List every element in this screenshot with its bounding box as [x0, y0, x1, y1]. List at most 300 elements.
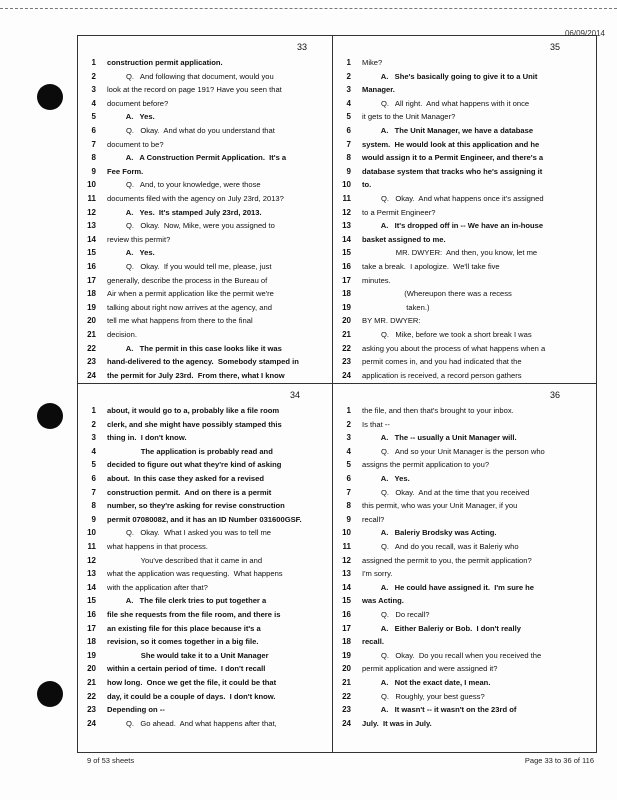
line-text: A. Baleriy Brodsky was Acting. [362, 528, 497, 538]
line-number: 16 [87, 610, 96, 619]
line-text: Q. And do you recall, was it Baleriy who [362, 542, 519, 551]
line-number: 12 [87, 207, 96, 217]
line-text: document before? [107, 98, 169, 108]
line-text: She would take it to a Unit Manager [107, 650, 269, 660]
line-number: 21 [87, 678, 96, 687]
line-number: 12 [87, 555, 96, 565]
transcript-line [81, 56, 336, 69]
line-number: 3 [91, 85, 96, 95]
transcript-line [336, 649, 591, 662]
line-number: 17 [87, 275, 96, 285]
transcript-page [81, 36, 336, 384]
line-text: what the application was requesting. What happens [107, 569, 283, 579]
line-number: 18 [342, 637, 351, 647]
transcript-line [81, 97, 336, 110]
line-text: construction permit. And on there is a permit [107, 487, 272, 497]
line-text: review this permit? [107, 234, 171, 244]
transcript-line [336, 301, 591, 314]
line-text: A. Yes. It's stamped July 23rd, 2013. [107, 207, 262, 217]
line-number: 22 [342, 691, 351, 701]
line-number: 13 [342, 569, 351, 579]
line-number: 4 [91, 446, 96, 456]
line-number: 9 [91, 166, 96, 176]
line-number: 5 [346, 460, 351, 470]
line-number: 6 [346, 126, 351, 135]
line-text: MR. DWYER: And then, you know, let me [362, 248, 538, 258]
transcript-line [81, 342, 336, 355]
transcript-line [81, 635, 336, 648]
line-text: decision. [107, 330, 137, 339]
line-text: Q. Do recall? [362, 610, 430, 619]
line-text: Manager. [362, 85, 395, 95]
transcript-line [336, 676, 591, 689]
line-number: 7 [346, 487, 351, 497]
line-text: A. It's dropped off in -- We have an in-house [362, 221, 544, 231]
transcript-line [336, 635, 591, 648]
page-number: 33 [297, 42, 308, 52]
line-number: 23 [342, 357, 351, 367]
line-number: 2 [346, 71, 351, 81]
line-text: (Whereupon there was a recess [362, 289, 512, 299]
transcript-line [336, 165, 591, 178]
transcript-line [81, 246, 336, 259]
line-text: about. In this case they asked for a revised [107, 474, 264, 483]
transcript-line [81, 287, 336, 300]
line-number: 6 [91, 474, 96, 483]
line-number: 8 [346, 153, 351, 163]
transcript-line [336, 690, 591, 703]
page-number: 35 [550, 42, 561, 52]
transcript-line [336, 662, 591, 675]
transcript-line [81, 192, 336, 205]
line-text: look at the record on page 191? Have you seen that [107, 85, 282, 95]
line-text: was Acting. [362, 596, 404, 606]
transcript-line [81, 649, 336, 662]
line-text: Q. And following that document, would you [107, 71, 274, 81]
line-number: 16 [342, 262, 351, 271]
transcript-line [81, 83, 336, 96]
line-text: Fee Form. [107, 166, 144, 176]
line-text: to a Permit Engineer? [362, 207, 436, 217]
line-text: July. It was in July. [362, 718, 432, 728]
line-number: 24 [87, 718, 96, 728]
transcript-line [336, 499, 591, 512]
line-text: hand-delivered to the agency. Somebody stamped in [107, 357, 299, 367]
line-text: thing in. I don't know. [107, 433, 187, 443]
line-text: recall? [362, 514, 385, 524]
line-text: an existing file for this place because it's a [107, 623, 261, 633]
line-text: within a certain period of time. I don't recall [107, 664, 266, 674]
transcript-line [336, 192, 591, 205]
line-text: Is that -- [362, 419, 390, 429]
transcript-page [81, 384, 336, 732]
transcript-page [336, 384, 591, 732]
line-text: decided to figure out what they're kind of asking [107, 460, 282, 470]
line-text: minutes. [362, 275, 391, 285]
line-number: 18 [87, 637, 96, 647]
transcript-line [336, 97, 591, 110]
line-text: Depending on -- [107, 705, 165, 715]
line-text: Q. Okay. Do you recall when you received the [362, 650, 542, 660]
line-number: 13 [342, 221, 351, 231]
transcript-line [336, 431, 591, 444]
transcript-line [81, 567, 336, 580]
line-text: permit application and were assigned it? [362, 664, 498, 674]
line-text: to. [362, 180, 372, 190]
transcript-line [81, 314, 336, 327]
line-number: 2 [91, 71, 96, 81]
transcript-line [81, 594, 336, 607]
line-text: asking you about the process of what happens when a [362, 343, 546, 353]
transcript-line [81, 260, 336, 273]
line-text: permit 07080082, and it has an ID Number 031600GSF. [107, 514, 302, 524]
transcript-line [81, 151, 336, 164]
transcript-line [336, 328, 591, 341]
line-text: Q. All right. And what happens with it once [362, 98, 530, 108]
line-text: A. Yes. [107, 248, 155, 258]
line-number: 3 [91, 433, 96, 443]
line-text: A. Not the exact date, I mean. [362, 678, 491, 687]
line-text: talking about right now arrives at the agency, and [107, 302, 272, 312]
line-text: clerk, and she might have possibly stamped this [107, 419, 282, 429]
transcript-line [81, 404, 336, 417]
transcript-line [81, 458, 336, 471]
transcript-line [81, 690, 336, 703]
transcript-line [81, 540, 336, 553]
line-number: 20 [87, 664, 96, 674]
line-text: I'm sorry. [362, 569, 393, 579]
line-text: how long. Once we get the file, it could be that [107, 678, 277, 687]
transcript-line [81, 717, 336, 730]
line-number: 20 [342, 664, 351, 674]
page-number: 34 [290, 390, 301, 400]
line-number: 1 [91, 406, 96, 415]
line-text: what happens in that process. [107, 542, 208, 551]
line-number: 12 [342, 555, 351, 565]
line-number: 1 [346, 406, 351, 415]
transcript-line [336, 554, 591, 567]
transcript-line [81, 274, 336, 287]
line-number: 11 [342, 542, 351, 551]
line-number: 7 [346, 139, 351, 149]
transcript-line [336, 233, 591, 246]
line-text: about, it would go to a, probably like a file room [107, 406, 280, 415]
line-number: 5 [91, 112, 96, 122]
line-number: 17 [342, 275, 351, 285]
transcript-line [81, 499, 336, 512]
transcript-line [81, 703, 336, 716]
transcript-line [81, 219, 336, 232]
line-number: 9 [346, 514, 351, 524]
line-text: The application is probably read and [107, 446, 273, 456]
transcript-line [336, 486, 591, 499]
header-date: 06/09/2014 [564, 29, 605, 38]
line-number: 17 [342, 623, 351, 633]
line-number: 14 [87, 582, 96, 592]
line-text: revision, so it comes together in a big file. [107, 637, 259, 647]
line-text: permit comes in, and you had indicated that the [362, 357, 522, 367]
line-text: document to be? [107, 139, 164, 149]
transcript-line [336, 206, 591, 219]
line-number: 15 [87, 248, 96, 258]
line-number: 9 [346, 166, 351, 176]
transcript-line [81, 124, 336, 137]
line-number: 17 [87, 623, 96, 633]
transcript-line [336, 594, 591, 607]
line-number: 7 [91, 139, 96, 149]
line-number: 2 [91, 419, 96, 429]
line-number: 6 [346, 474, 351, 483]
line-number: 19 [87, 650, 96, 660]
transcript-line [336, 717, 591, 730]
transcript-line [336, 472, 591, 485]
footer-pages: Page 33 to 36 of 116 [524, 756, 594, 765]
transcript-line [336, 622, 591, 635]
line-number: 15 [87, 596, 96, 606]
line-number: 6 [91, 126, 96, 135]
line-text: taken.) [362, 302, 430, 312]
line-number: 3 [346, 85, 351, 95]
line-number: 14 [87, 234, 96, 244]
line-text: Q. Okay. And what do you understand that [107, 126, 275, 135]
line-text: A. The file clerk tries to put together a [107, 596, 267, 606]
line-text: this permit, who was your Unit Manager, if you [362, 501, 518, 511]
line-number: 2 [346, 419, 351, 429]
line-number: 8 [91, 501, 96, 511]
page-number: 36 [550, 390, 561, 400]
line-number: 22 [87, 343, 96, 353]
line-number: 24 [342, 718, 351, 728]
transcript-line [336, 138, 591, 151]
line-text: recall. [362, 637, 384, 647]
transcript-line [81, 110, 336, 123]
line-text: A. Either Baleriy or Bob. I don't really [362, 623, 521, 633]
line-text: system. He would look at this application and he [362, 139, 540, 149]
line-number: 19 [87, 302, 96, 312]
line-text: Q. Okay. Now, Mike, were you assigned to [107, 221, 275, 231]
line-number: 20 [87, 316, 96, 326]
line-text: Q. Okay. If you would tell me, please, just [107, 262, 272, 271]
line-text: file she requests from the file room, and there is [107, 610, 281, 619]
line-text: A. He could have assigned it. I'm sure he [362, 582, 535, 592]
transcript-line [336, 314, 591, 327]
line-text: it gets to the Unit Manager? [362, 112, 456, 122]
line-text: BY MR. DWYER: [362, 316, 421, 326]
transcript-line [336, 458, 591, 471]
line-text: A. The -- usually a Unit Manager will. [362, 433, 517, 443]
transcript-line [336, 445, 591, 458]
line-number: 23 [87, 357, 96, 367]
line-number: 14 [342, 234, 351, 244]
transcript-page [336, 36, 591, 384]
line-number: 11 [342, 194, 351, 203]
line-text: assigned the permit to you, the permit application? [362, 555, 532, 565]
line-number: 10 [87, 180, 96, 190]
transcript-line [336, 581, 591, 594]
line-number: 8 [91, 153, 96, 163]
transcript-line [81, 526, 336, 539]
line-number: 4 [91, 98, 96, 108]
line-number: 9 [91, 514, 96, 524]
line-number: 21 [87, 330, 96, 339]
line-number: 22 [87, 691, 96, 701]
transcript-line [81, 328, 336, 341]
punch-hole-middle [37, 403, 63, 429]
line-text: number, so they're asking for revise construction [107, 501, 285, 511]
transcript-line [81, 206, 336, 219]
transcript-line [336, 151, 591, 164]
transcript-line [336, 342, 591, 355]
line-text: Air when a permit application like the permit we're [107, 289, 274, 299]
line-number: 5 [91, 460, 96, 470]
line-text: You've described that it came in and [107, 555, 263, 565]
transcript-line [81, 418, 336, 431]
transcript-line [336, 355, 591, 368]
transcript-line [81, 369, 336, 382]
transcript-line [81, 513, 336, 526]
line-text: Q. Roughly, your best guess? [362, 691, 485, 701]
line-number: 11 [87, 542, 96, 551]
line-number: 10 [87, 528, 96, 538]
transcript-line [336, 287, 591, 300]
line-number: 14 [342, 582, 351, 592]
transcript-line [81, 138, 336, 151]
line-number: 21 [342, 678, 351, 687]
transcript-line [81, 486, 336, 499]
line-number: 18 [87, 289, 96, 299]
line-text: A. It wasn't -- it wasn't on the 23rd of [362, 705, 517, 715]
line-text: A. A Construction Permit Application. It's a [107, 153, 287, 163]
line-text: assigns the permit application to you? [362, 460, 490, 470]
line-text: take a break. I apologize. We'll take five [362, 262, 500, 271]
transcript-line [81, 165, 336, 178]
transcript-line [336, 369, 591, 382]
transcript-line [336, 567, 591, 580]
transcript-line [81, 431, 336, 444]
line-text: generally, describe the process in the Bureau of [107, 275, 268, 285]
transcript-line [336, 703, 591, 716]
line-number: 8 [346, 501, 351, 511]
footer-sheets: 9 of 53 sheets [87, 756, 135, 765]
transcript-line [336, 219, 591, 232]
line-number: 16 [342, 610, 351, 619]
line-text: Mike? [362, 58, 383, 67]
line-number: 20 [342, 316, 351, 326]
line-number: 1 [346, 58, 351, 67]
line-text: Q. Okay. And what happens once it's assigned [362, 194, 544, 203]
line-text: would assign it to a Permit Engineer, and there's a [362, 153, 544, 163]
line-text: with the application after that? [107, 582, 208, 592]
transcript-line [336, 608, 591, 621]
line-number: 19 [342, 302, 351, 312]
line-text: documents filed with the agency on July 23rd, 2013? [107, 194, 284, 203]
line-number: 15 [342, 596, 351, 606]
line-number: 13 [87, 221, 96, 231]
line-text: day, it could be a couple of days. I don't know. [107, 691, 276, 701]
line-text: A. Yes. [107, 112, 155, 122]
punch-hole-bottom [37, 681, 63, 707]
transcript-line [81, 554, 336, 567]
line-number: 3 [346, 433, 351, 443]
line-number: 12 [342, 207, 351, 217]
line-text: A. Yes. [362, 474, 410, 483]
transcript-line [81, 445, 336, 458]
transcript-line [336, 274, 591, 287]
transcript-line [81, 70, 336, 83]
transcript-line [81, 662, 336, 675]
line-number: 24 [87, 370, 96, 380]
line-text: construction permit application. [107, 58, 223, 67]
transcript-line [336, 56, 591, 69]
line-text: A. She's basically going to give it to a Unit [362, 71, 538, 81]
transcript-line [81, 355, 336, 368]
transcript-line [336, 124, 591, 137]
line-number: 15 [342, 248, 351, 258]
transcript-line [336, 513, 591, 526]
transcript-line [81, 233, 336, 246]
line-number: 21 [342, 330, 351, 339]
transcript-line [336, 83, 591, 96]
line-text: application is received, a record person gathers [362, 370, 522, 380]
line-text: A. The permit in this case looks like it was [107, 343, 282, 353]
line-number: 23 [87, 705, 96, 715]
line-text: Q. And, to your knowledge, were those [107, 180, 261, 190]
line-text: Q. Mike, before we took a short break I was [362, 330, 532, 339]
transcript-line [336, 110, 591, 123]
line-number: 7 [91, 487, 96, 497]
transcript-line [336, 70, 591, 83]
line-text: Q. Okay. What I asked you was to tell me [107, 528, 272, 538]
line-number: 5 [346, 112, 351, 122]
transcript-line [81, 301, 336, 314]
line-number: 13 [87, 569, 96, 579]
line-text: Q. Okay. And at the time that you received [362, 487, 530, 497]
line-text: A. The Unit Manager, we have a database [362, 126, 534, 135]
line-number: 23 [342, 705, 351, 715]
transcript-line [81, 178, 336, 191]
line-number: 10 [342, 180, 351, 190]
line-text: the permit for July 23rd. From there, what I know [107, 370, 285, 380]
line-number: 24 [342, 370, 351, 380]
line-text: tell me what happens from there to the final [107, 316, 253, 326]
line-number: 10 [342, 528, 351, 538]
line-text: database system that tracks who he's assigning it [362, 166, 543, 176]
line-number: 18 [342, 289, 351, 299]
line-text: the file, and then that's brought to your inbox. [362, 406, 514, 415]
top-cut-line [0, 8, 617, 9]
line-number: 4 [346, 446, 351, 456]
transcript-line [336, 404, 591, 417]
transcript-line [336, 178, 591, 191]
line-text: basket assigned to me. [362, 234, 446, 244]
line-number: 22 [342, 343, 351, 353]
transcript-line [336, 418, 591, 431]
transcript-line [81, 581, 336, 594]
line-text: Q. And so your Unit Manager is the person who [362, 446, 545, 456]
line-number: 4 [346, 98, 351, 108]
transcript-line [336, 246, 591, 259]
transcript-line [81, 608, 336, 621]
line-number: 11 [87, 194, 96, 203]
transcript-line [81, 676, 336, 689]
line-number: 1 [91, 58, 96, 67]
transcript-line [81, 472, 336, 485]
punch-hole-top [37, 84, 63, 110]
line-text: Q. Go ahead. And what happens after that, [107, 718, 277, 728]
transcript-line [336, 540, 591, 553]
transcript-line [336, 526, 591, 539]
line-number: 16 [87, 262, 96, 271]
